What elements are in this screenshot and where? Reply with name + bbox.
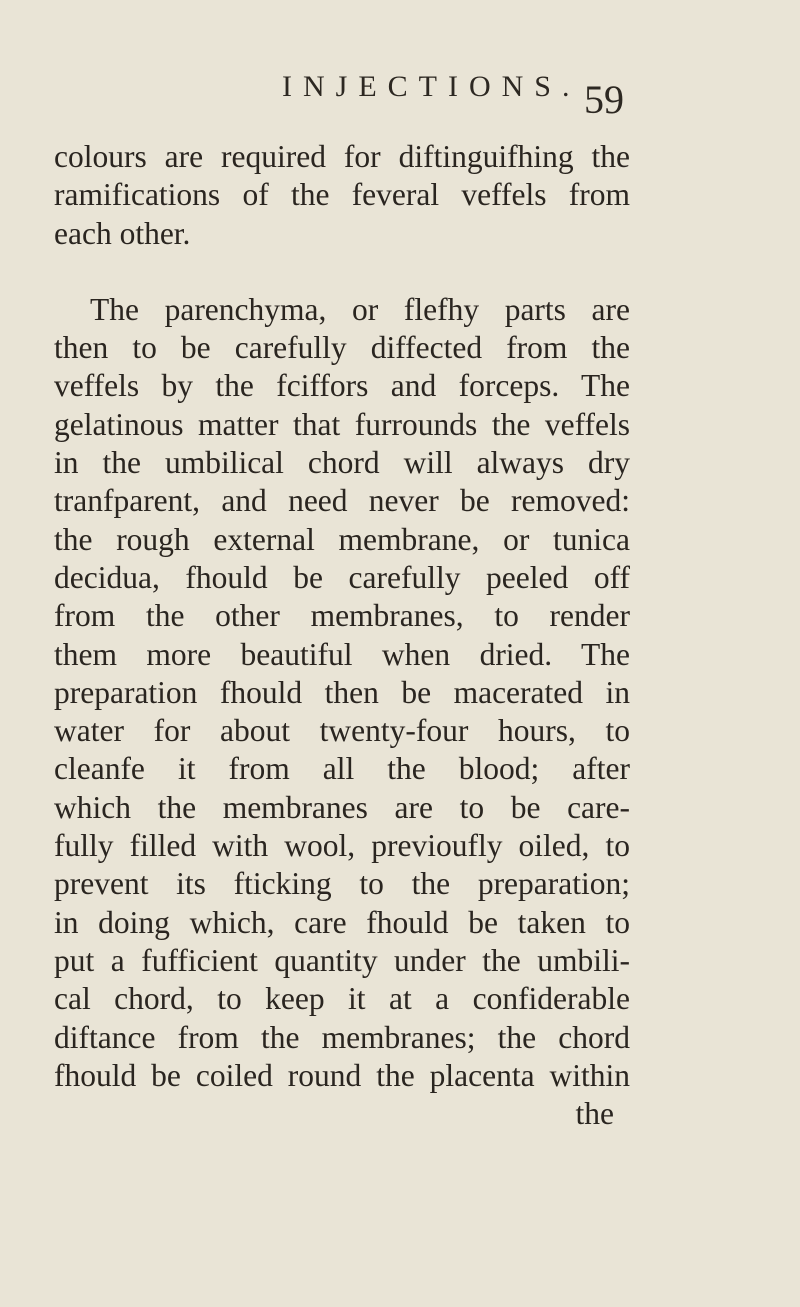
text-line: the rough external membrane, or tunica <box>54 521 630 557</box>
text-line: put a fufficient quantity under the umbili- <box>54 942 630 978</box>
text-line: which the membranes are to be care- <box>54 789 630 825</box>
paragraph-gap <box>54 253 630 291</box>
text-line: colours are required for diftinguifhing the <box>54 139 630 174</box>
body-text <box>54 138 630 1133</box>
text-line: preparation fhould then be macerated in <box>54 674 630 710</box>
text-line: ramifications of the feveral veffels from <box>54 177 630 213</box>
text-line: them more beautiful when dried. The <box>54 636 630 672</box>
text-line: then to be carefully diffected from the <box>54 330 630 366</box>
text-line: from the other membranes, to render <box>54 598 630 634</box>
text-line: in doing which, care fhould be taken to <box>54 904 630 940</box>
text-line: cleanfe it from all the blood; after <box>54 751 630 787</box>
text-line: The parenchyma, or flefhy parts are <box>90 291 630 327</box>
text-line: fully filled with wool, previoufly oiled, to <box>54 828 630 864</box>
text-line: water for about twenty-four hours, to <box>54 713 630 749</box>
text-line: decidua, fhould be carefully peeled off <box>54 559 630 595</box>
paragraph-1 <box>54 138 630 253</box>
text-line: in the umbilical chord will always dry <box>54 445 630 481</box>
catchword: the <box>575 1096 614 1132</box>
text-line: prevent its fticking to the preparation; <box>54 866 630 902</box>
text-line: fhould be coiled round the placenta within <box>54 1057 630 1093</box>
text-line: gelatinous matter that furrounds the veffels <box>54 406 630 442</box>
text-line: tranfparent, and need never be removed: <box>54 483 630 519</box>
text-line: diftance from the membranes; the chord <box>54 1019 630 1055</box>
text-line: each other. <box>54 215 191 251</box>
paragraph-2 <box>54 291 630 1095</box>
running-head: INJECTIONS. <box>282 70 581 103</box>
page-number: 59 <box>584 77 624 122</box>
text-line: cal chord, to keep it at a confiderable <box>54 981 630 1017</box>
text-line: veffels by the fciffors and forceps. The <box>54 368 630 404</box>
